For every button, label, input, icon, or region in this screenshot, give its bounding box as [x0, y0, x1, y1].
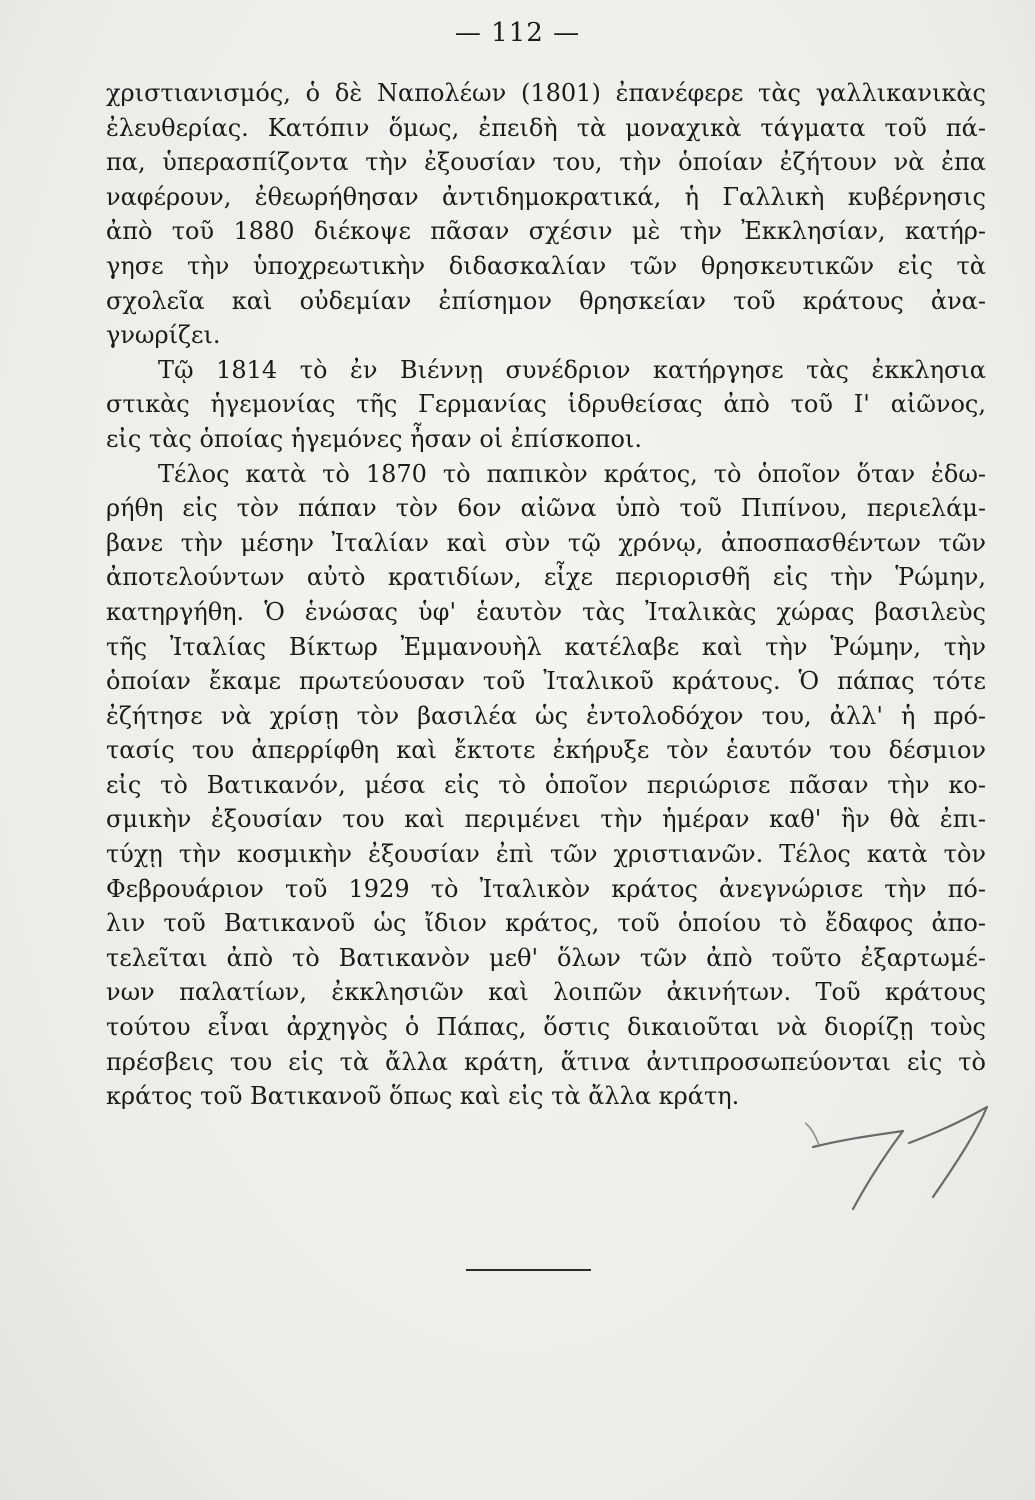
- text-line: σμικὴν ἐξουσίαν του καὶ περιμένει τὴν ἡμέραν καθ' ἣν θὰ ἐπι-: [106, 805, 986, 834]
- handwritten-mark: [805, 1105, 995, 1215]
- text-line: ρήθη εἰς τὸν πάπαν τὸν 6ον αἰῶνα ὑπὸ τοῦ Πιπίνου, περιελάμ-: [106, 494, 986, 523]
- text-line: γνωρίζει.: [106, 321, 221, 350]
- text-line: ἀποτελούντων αὐτὸ κρατιδίων, εἶχε περιορισθῆ εἰς τὴν Ῥώμην,: [106, 563, 986, 592]
- text-line: ἐζήτησε νὰ χρίσῃ τὸν βασιλέα ὡς ἐντολοδόχον του, ἀλλ' ἡ πρό-: [106, 701, 986, 730]
- text-line: ὁποίαν ἔκαμε πρωτεύουσαν τοῦ Ἰταλικοῦ κράτους. Ὁ πάπας τότε: [106, 667, 986, 696]
- text-line: βανε τὴν μέσην Ἰταλίαν καὶ σὺν τῷ χρόνῳ, ἀποσπασθέντων τῶν: [106, 528, 986, 557]
- text-line: πα, ὑπερασπίζοντα τὴν ἐξουσίαν του, τὴν ὁποίαν ἐζήτουν νὰ ἐπα: [106, 148, 986, 177]
- page-number: — 112 —: [454, 18, 581, 48]
- text-line: στικὰς ἡγεμονίας τῆς Γερμανίας ἱδρυθείσας ἀπὸ τοῦ Ι' αἰῶνος,: [106, 390, 986, 419]
- text-line: Τῷ 1814 τὸ ἐν Βιέννῃ συνέδριον κατήργησε τὰς ἐκκλησια: [158, 355, 986, 384]
- body-text: [106, 76, 986, 1114]
- text-line: τασίς του ἀπερρίφθη καὶ ἔκτοτε ἐκήρυξε τὸν ἑαυτόν του δέσμιον: [106, 736, 986, 765]
- text-line: ἐλευθερίας. Κατόπιν ὅμως, ἐπειδὴ τὰ μοναχικὰ τάγματα τοῦ πά-: [106, 113, 986, 142]
- text-line: τύχῃ τὴν κοσμικὴν ἐξουσίαν ἐπὶ τῶν χριστιανῶν. Τέλος κατὰ τὸν: [106, 840, 986, 869]
- text-line: χριστιανισμός, ὁ δὲ Ναπολέων (1801) ἐπανέφερε τὰς γαλλικανικὰς: [106, 79, 986, 107]
- text-line: ἀπὸ τοῦ 1880 διέκοψε πᾶσαν σχέσιν μὲ τὴν Ἐκκλησίαν, κατήρ-: [106, 217, 986, 246]
- text-line: εἰς τὸ Βατικανόν, μέσα εἰς τὸ ὁποῖον περιώρισε πᾶσαν τὴν κο-: [106, 770, 986, 799]
- text-line: νων παλατίων, ἐκκλησιῶν καὶ λοιπῶν ἀκινήτων. Τοῦ κράτους: [106, 978, 986, 1007]
- text-line: ναφέρουν, ἐθεωρήθησαν ἀντιδημοκρατικά, ἡ Γαλλικὴ κυβέρνησις: [106, 182, 986, 211]
- text-line: πρέσβεις του εἰς τὰ ἄλλα κράτη, ἅτινα ἀντιπροσωπεύονται εἰς τὸ: [106, 1047, 986, 1076]
- text-line: Φεβρουάριον τοῦ 1929 τὸ Ἰταλικὸν κράτος ἀνεγνώρισε τὴν πό-: [106, 874, 986, 903]
- text-line: λιν τοῦ Βατικανοῦ ὡς ἴδιον κράτος, τοῦ ὁποίου τὸ ἔδαφος ἀπο-: [106, 909, 986, 938]
- text-line: τελεῖται ἀπὸ τὸ Βατικανὸν μεθ' ὅλων τῶν ἀπὸ τοῦτο ἐξαρτωμέ-: [106, 943, 986, 972]
- text-line: κατηργήθη. Ὁ ἑνώσας ὑφ' ἑαυτὸν τὰς Ἰταλικὰς χώρας βασιλεὺς: [106, 597, 986, 626]
- text-line: κράτος τοῦ Βατικανοῦ ὅπως καὶ εἰς τὰ ἄλλα κράτη.: [106, 1082, 740, 1111]
- text-line: γησε τὴν ὑποχρεωτικὴν διδασκαλίαν τῶν θρησκευτικῶν εἰς τὰ: [106, 251, 986, 280]
- text-line: τούτου εἶναι ἀρχηγὸς ὁ Πάπας, ὅστις δικαιοῦται νὰ διορίζῃ τοὺς: [106, 1013, 986, 1042]
- text-line: τῆς Ἰταλίας Βίκτωρ Ἐμμανουὴλ κατέλαβε καὶ τὴν Ῥώμην, τὴν: [106, 632, 986, 661]
- text-line: εἰς τὰς ὁποίας ἡγεμόνες ἦσαν οἱ ἐπίσκοποι.: [106, 424, 642, 453]
- footer-rule: [466, 1269, 591, 1271]
- text-line: σχολεῖα καὶ οὐδεμίαν ἐπίσημον θρησκείαν τοῦ κράτους ἀνα-: [106, 286, 986, 315]
- text-line: Τέλος κατὰ τὸ 1870 τὸ παπικὸν κράτος, τὸ ὁποῖον ὅταν ἐδω-: [158, 459, 986, 488]
